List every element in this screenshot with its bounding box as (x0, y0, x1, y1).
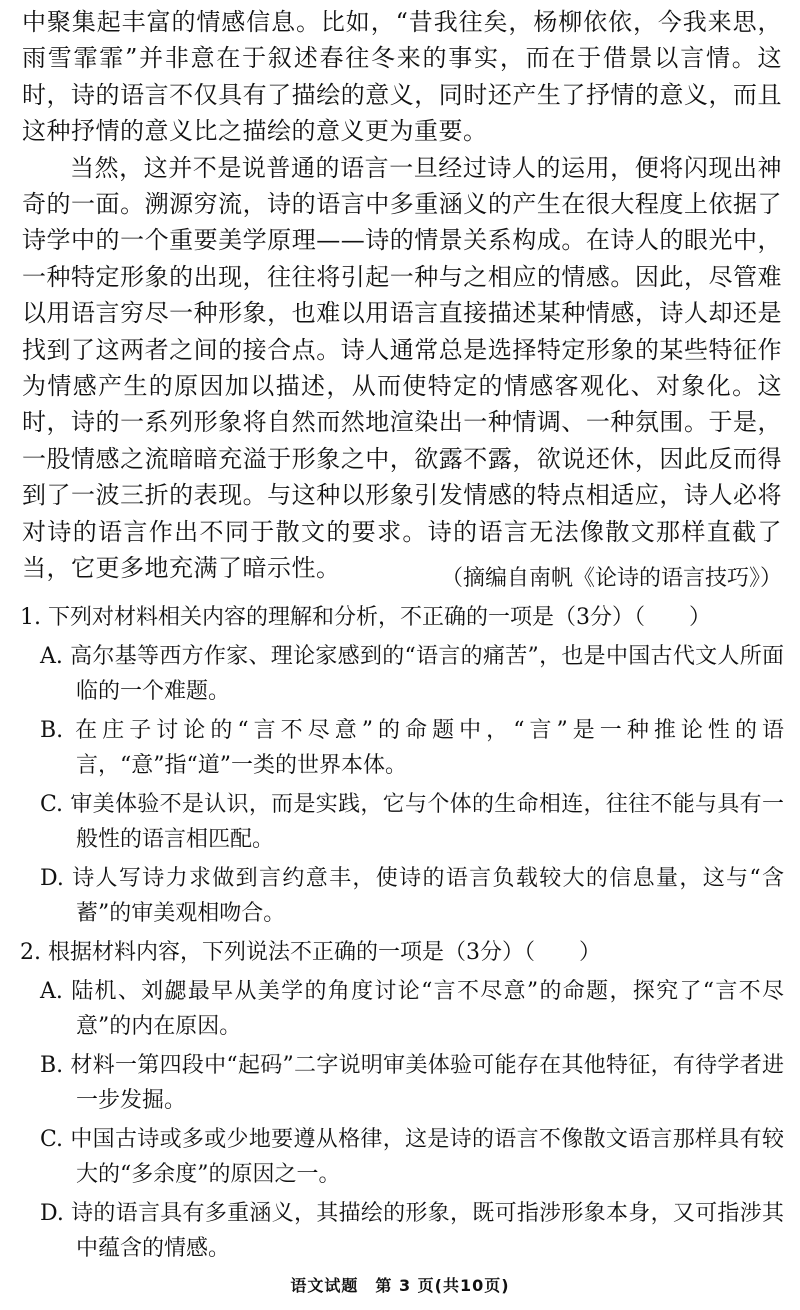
questions-section (20, 600, 784, 1270)
option-a: A. 陆机、刘勰最早从美学的角度讨论“言不尽意”的命题，探究了“言不尽意”的内在原因。 (40, 979, 784, 1039)
question-stem: 2. 根据材料内容，下列说法不正确的一项是（3分）（ ） (20, 940, 601, 965)
option-d: D. 诗的语言具有多重涵义，其描绘的形象，既可指涉形象本身，又可指涉其中蕴含的情感。 (40, 1201, 784, 1261)
reading-passage (22, 4, 782, 587)
option-a: A. 高尔基等西方作家、理论家感到的“语言的痛苦”，也是中国古代文人所面临的一个难题。 (40, 644, 784, 704)
question-stem: 1. 下列对材料相关内容的理解和分析，不正确的一项是（3分）（ ） (20, 605, 711, 630)
option-c: C. 审美体验不是认识，而是实践，它与个体的生命相连，往往不能与具有一般性的语言相匹配。 (40, 792, 784, 852)
passage-source: （摘编自南帆《论诗的语言技巧》） (440, 566, 782, 591)
passage-paragraph: 中聚集起丰富的情感信息。比如，“昔我往矣，杨柳依依，今我来思，雨雪霏霏”并非意在于叙述春往冬来的事实，而在于借景以言情。这时，诗的语言不仅具有了描绘的意义，同时还产生了抒情的意义，而且这种抒情的意义比之描绘的意义更为重要。 (22, 8, 782, 146)
page-footer: 语文试题 第 3 页(共10页) (290, 1276, 510, 1295)
question-2 (20, 935, 784, 1266)
passage-paragraph: 当然，这并不是说普通的语言一旦经过诗人的运用，便将闪现出神奇的一面。溯源穷流，诗的语言中多重涵义的产生在很大程度上依据了诗学中的一个重要美学原理——诗的情景关系构成。在诗人的眼光中，一种特定形象的出现，往往将引起一种与之相应的情感。因此，尽管难以用语言穷尽一种形象，也难以用语言直接描述某种情感，诗人却还是找到了这两者之间的接合点。诗人通常总是选择特定形象的某些特征作为情感产生的原因加以描述，从而使特定的情感客观化、对象化。这时，诗的一系列形象将自然而然地渲染出一种情调、一种氛围。于是，一股情感之流暗暗充溢于形象之中，欲露不露，欲说还休，因此反而得到了一波三折的表现。与这种以形象引发情感的特点相适应，诗人必将对诗的语言作出不同于散文的要求。诗的语言无法像散文那样直截了当，它更多地充满了暗示性。 (22, 153, 782, 583)
option-b: B. 材料一第四段中“起码”二字说明审美体验可能存在其他特征，有待学者进一步发掘。 (40, 1053, 784, 1113)
question-1 (20, 600, 784, 931)
option-d: D. 诗人写诗力求做到言约意丰，使诗的语言负载较大的信息量，这与“含蓄”的审美观相吻合。 (40, 866, 784, 926)
option-c: C. 中国古诗或多或少地要遵从格律，这是诗的语言不像散文语言那样具有较大的“多余度”的原因之一。 (40, 1127, 784, 1187)
option-b: B. 在庄子讨论的“言不尽意”的命题中，“言”是一种推论性的语言，“意”指“道”一类的世界本体。 (40, 718, 784, 778)
